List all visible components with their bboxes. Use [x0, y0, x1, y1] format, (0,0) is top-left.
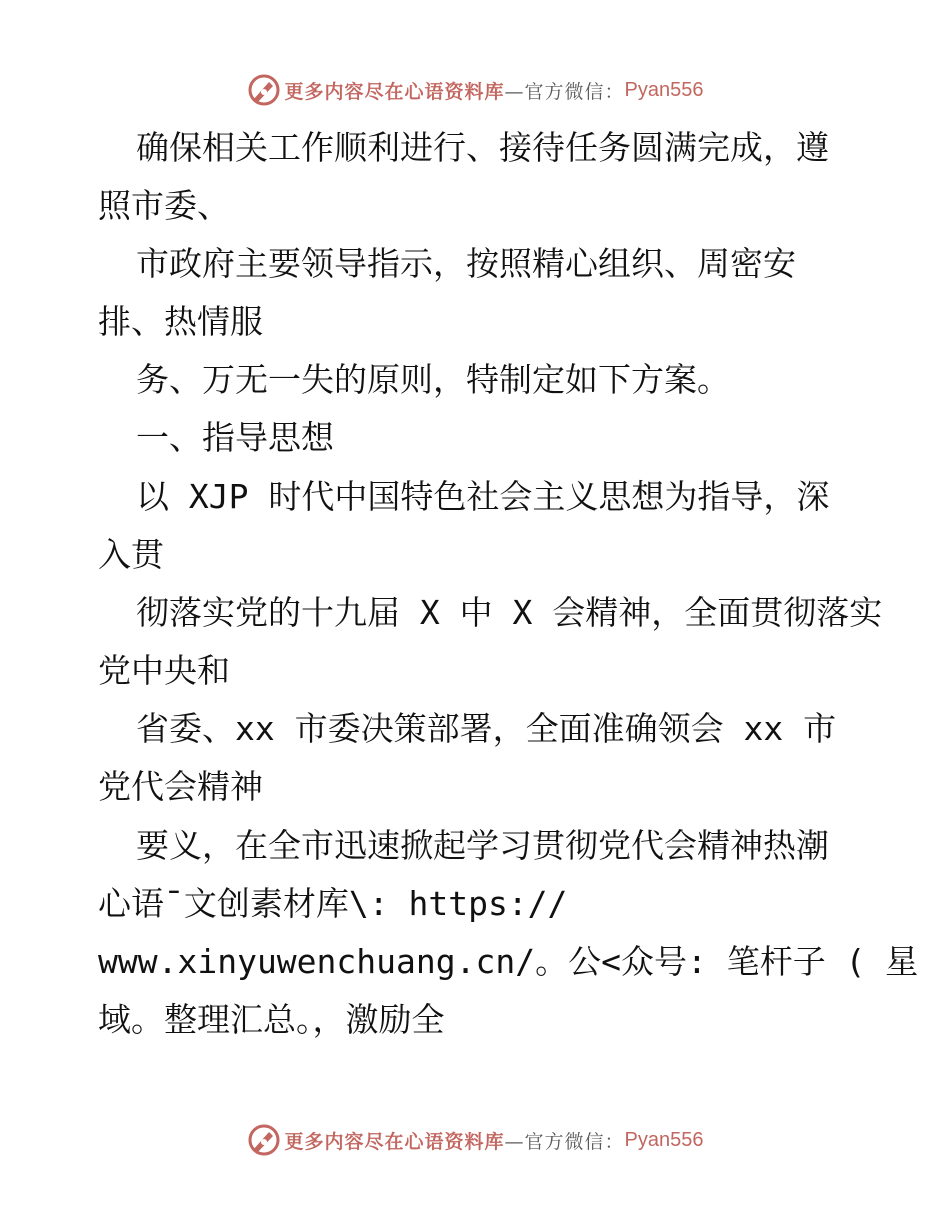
body-line: 入贯 [98, 535, 164, 574]
footer-text: 更多内容尽在心语资料库 [284, 1130, 505, 1153]
header-text: 更多内容尽在心语资料库 [284, 80, 505, 103]
body-line: 要义，在全市迅速掀起学习贯彻党代会精神热潮 [136, 826, 829, 865]
body-line: 照市委、 [98, 186, 230, 225]
header-wechat-id: Pyan556 [624, 78, 704, 101]
body-line: 党代会精神 [98, 767, 263, 806]
body-line: 彻落实党的十九届 X 中 X 会精神，全面贯彻落实 [136, 593, 883, 632]
body-line: 心语¯文创素材库\: https:// [98, 884, 568, 923]
pen-logo-icon [247, 73, 281, 107]
footer-banner [0, 1120, 950, 1160]
footer-separator-text: —官方微信： [504, 1130, 625, 1153]
body-line: 域。整理汇总。，激励全 [98, 1000, 445, 1039]
header-banner [0, 70, 950, 110]
body-line: 以 XJP 时代中国特色社会主义思想为指导，深 [136, 477, 830, 516]
body-line: www.xinyuwenchuang.cn/。公<众号: 笔杆子 ( 星 [98, 942, 919, 981]
body-line: 党中央和 [98, 651, 230, 690]
body-line: 确保相关工作顺利进行、接待任务圆满完成，遵 [136, 128, 829, 167]
footer-wechat-id: Pyan556 [624, 1128, 704, 1151]
body-line: 省委、xx 市委决策部署，全面准确领会 xx 市 [136, 709, 837, 748]
header-separator-text: —官方微信： [504, 80, 625, 103]
body-line: 务、万无一失的原则，特制定如下方案。 [136, 360, 730, 399]
body-line: 市政府主要领导指示，按照精心组织、周密安 [136, 244, 796, 283]
pen-logo-icon [247, 1123, 281, 1157]
body-line: 排、热情服 [98, 302, 263, 341]
section-heading: 一、指导思想 [136, 418, 334, 457]
